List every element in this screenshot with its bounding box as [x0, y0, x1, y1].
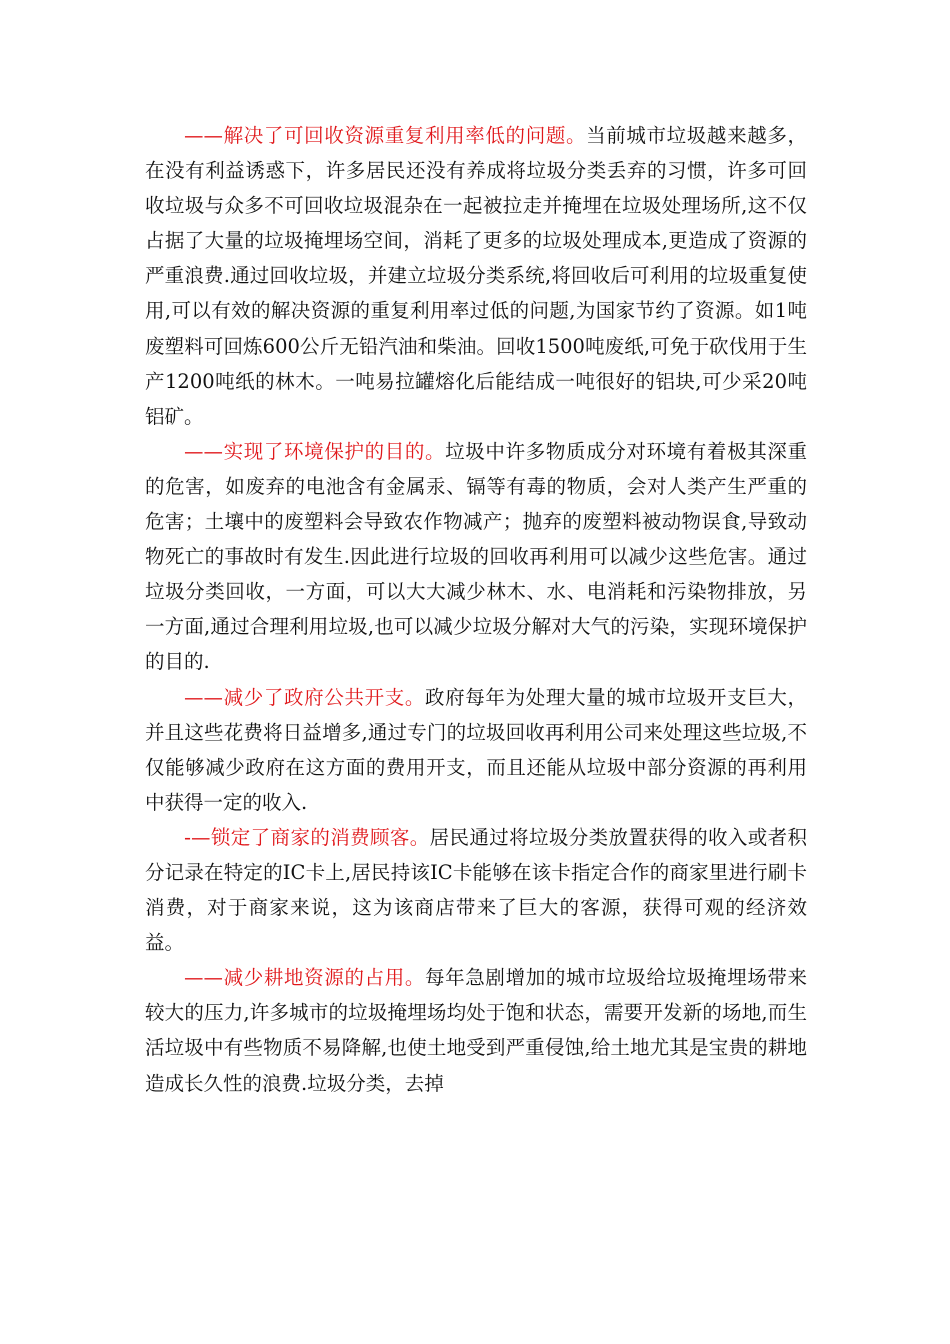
paragraph-heading: -—锁定了商家的消费顾客。	[184, 825, 430, 849]
paragraph-heading: ——解决了可回收资源重复利用率低的问题。	[184, 124, 587, 147]
document-page	[145, 118, 807, 1101]
paragraph-heading: ——减少耕地资源的占用。	[184, 966, 426, 990]
paragraph-merchants	[145, 820, 807, 960]
paragraph-body: 居民通过将垃圾分类放置获得的收入或者积分记录在特定的IC卡上,居民持该IC卡能够在该卡指定合作的商家里进行刷卡消费，对于商家来说，这为该商店带来了巨大的客源，获得可观的经济效益。	[145, 825, 807, 955]
paragraph-farmland	[145, 960, 807, 1100]
paragraph-body: 政府每年为处理大量的城市垃圾开支巨大，并且这些花费将日益增多,通过专门的垃圾回收再利用公司来处理这些垃圾,不仅能够减少政府在这方面的费用开支，而且还能从垃圾中部分资源的再利用中获得一定的收入.	[145, 685, 807, 814]
paragraph-heading: ——减少了政府公共开支。	[184, 685, 426, 709]
paragraph-body: 当前城市垃圾越来越多，在没有利益诱惑下，许多居民还没有养成将垃圾分类丢弃的习惯，许多可回收垃圾与众多不可回收垃圾混杂在一起被拉走并掩埋在垃圾处理场所,这不仅占据了大量的垃圾掩埋场空间，消耗了更多的垃圾处理成本,更造成了资源的严重浪费.通过回收垃圾，并建立垃圾分类系统,将回收后可利用的垃圾重复使用,可以有效的解决资源的重复利用率过低的问题,为国家节约了资源。如1吨废塑料可回炼600公斤无铅汽油和柴油。回收1500吨废纸,可免于砍伐用于生产1200吨纸的林木。一吨易拉罐熔化后能结成一吨很好的铝块,可少采20吨铝矿。	[145, 124, 807, 428]
paragraph-heading: ——实现了环境保护的目的。	[184, 439, 446, 463]
paragraph-environment	[145, 434, 807, 680]
paragraph-public-spending	[145, 680, 807, 820]
paragraph-recycling-reuse	[145, 118, 807, 434]
paragraph-body: 每年急剧增加的城市垃圾给垃圾掩埋场带来较大的压力,许多城市的垃圾掩埋场均处于饱和状态，需要开发新的场地,而生活垃圾中有些物质不易降解,也使土地受到严重侵蚀,给土地尤其是宝贵的耕地造成长久性的浪费.垃圾分类，去掉	[145, 966, 807, 1095]
paragraph-body: 垃圾中许多物质成分对环境有着极其深重的危害，如废弃的电池含有金属汞、镉等有毒的物质，会对人类产生严重的危害；土壤中的废塑料会导致农作物减产；抛弃的废塑料被动物误食,导致动物死亡的事故时有发生.因此进行垃圾的回收再利用可以减少这些危害。通过垃圾分类回收，一方面，可以大大减少林木、水、电消耗和污染物排放，另一方面,通过合理利用垃圾,也可以减少垃圾分解对大气的污染，实现环境保护的目的.	[145, 439, 807, 674]
